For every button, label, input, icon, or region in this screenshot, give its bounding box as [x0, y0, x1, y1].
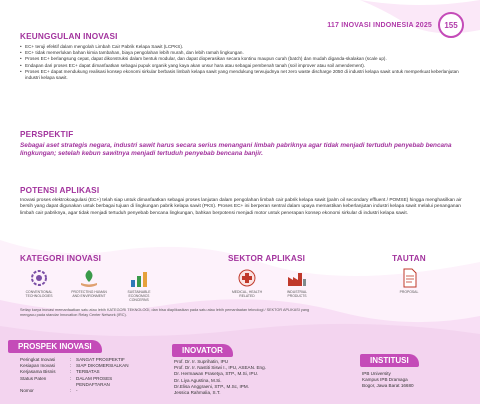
sektor-item	[278, 267, 316, 298]
sektor-title: SEKTOR APLIKASI	[228, 254, 306, 263]
category-note: Setiap karya inovasi memanfaatkan satu atau lebih KATEGORI TEKNOLOGI, dan bisa diaplikasikan pada satu atau lebih pemanfaatan teknologi / SEKTOR APLIKASI yang mengacu pada standar Innovation Relay Center Network (IRC).	[20, 308, 310, 317]
potensi-title: POTENSI APLIKASI	[20, 186, 100, 195]
sektor-label: MEDICAL, HEALTH RELATED	[231, 290, 263, 298]
institusi-line: Kampus IPB Dramaga	[362, 377, 408, 383]
prospek-table	[8, 357, 146, 394]
potensi-text: Inovasi proses elektrokoagulasi (EC+) telah siap untuk dimanfaatkan sebagai proses lanjutan dalam pengolahan limbah cair pabrik kelapa sawit (palm oil secondary effluent / POMSE) hingga menghasilkan air bersih yang dapat digunakan untuk berbagai tujuan di lingkungan pabrik kelapa sawit (PKS). Proses EC+ ini berperan sentral dalam upaya memastikan keberlanjutan industri kelapa sawit melalui penanganan limbah cair pabriknya, agar tidak menjadi tertuduh penyebab bencana lingkungan, bahkan berpotensi menjadi motor untuk penerapan konsep ekonomi sirkular di industri kelapa sawit.	[20, 198, 462, 216]
inovator-name: Prof. Dr. Ir. Suprihatin, IPU	[174, 359, 229, 364]
prospek-section	[8, 336, 146, 394]
kategori-label: SUSTAINABLE ECONOMICS CONCERNS	[127, 290, 151, 302]
proposal-link[interactable]	[390, 267, 428, 294]
tautan-title: TAUTAN	[392, 254, 426, 263]
sektor-label: INDUSTRIAL PRODUCTS	[286, 290, 308, 298]
institusi-address	[360, 371, 419, 390]
kategori-icons	[20, 267, 158, 302]
prospek-row: Status Paten : DALAM PROSES PENDAFTARAN	[20, 375, 113, 387]
keunggulan-section	[20, 32, 465, 81]
economy-growth-icon	[126, 267, 152, 289]
kategori-label: CONVENTIONAL TECHNOLOGIES	[25, 290, 53, 298]
keunggulan-item: • Proses EC+ dapat mendukung realisasi konsep ekonomi sirkular berbasis limbah kelapa sawit yang mendukung terwujudnya net zero waste discharge 2050 di industri kelapa sawit untuk memperkuat keberlanjutan industri kelapa sawit.	[20, 69, 465, 81]
keunggulan-list	[20, 44, 465, 81]
info-panel	[0, 336, 480, 404]
inovator-section	[172, 340, 266, 396]
kategori-item	[120, 267, 158, 302]
inovator-title: INOVATOR	[172, 344, 233, 357]
hands-leaf-icon	[76, 267, 102, 289]
book-title: 117 INOVASI INDONESIA 2025	[327, 21, 432, 29]
institusi-section	[360, 350, 419, 390]
inovator-name: Dr.Elisa Anggraeni, STP., M.Sc, IPM.	[174, 383, 249, 389]
page-number: 155	[438, 12, 464, 38]
keunggulan-item: • EC+ tidak memerlukan bahan kimia tambahan, biaya pengolahan lebih murah, dan lebih ramah lingkungan.	[20, 50, 465, 56]
proposal-label: PROPOSAL	[399, 290, 419, 294]
keunggulan-title: KEUNGGULAN INOVASI	[20, 32, 118, 41]
kategori-item	[70, 267, 108, 302]
prospek-row: Kerjasama Bisnis : TERBATAS	[20, 369, 100, 375]
document-icon	[396, 267, 422, 289]
sektor-section	[228, 254, 316, 298]
keunggulan-item: • Proses EC+ berlangsung cepat, dapat dikonstruksi dalam bentuk modular, dan dapat dioperasikan secara kontinu maupun curah (batch) dan mudah diganda-skalakan (scale up).	[20, 56, 465, 62]
prospek-row: Kesiapan Inovasi : SIAP DIKOMERSIALKAN	[20, 363, 129, 369]
inovator-name: Dr. Liya Agustina, M.Si.	[174, 377, 222, 383]
gear-technology-icon	[26, 267, 52, 289]
sektor-item	[228, 267, 266, 298]
perspektif-text: Sebagai aset strategis negara, industri sawit harus secara serius menangani limbah pabriknya agar tidak menjadi tertuduh penyebab bencana lingkungan; setelah kebun sawitnya menjadi tertuduh penyebab bencana banjir.	[20, 142, 452, 158]
prospek-title: PROSPEK INOVASI	[8, 340, 102, 353]
institusi-line: IPB University	[362, 371, 391, 376]
inovator-list	[172, 359, 266, 396]
potensi-section	[20, 186, 465, 217]
perspektif-title: PERSPEKTIF	[20, 130, 74, 139]
keunggulan-item: • EC+ teruji efektif dalam mengolah Limbah Cair Pabrik Kelapa Sawit (LCPKS).	[20, 44, 465, 50]
kategori-section	[20, 254, 158, 302]
institusi-title: INSTITUSI	[360, 354, 419, 367]
prospek-row: Nomor : -	[20, 388, 78, 394]
kategori-title: KATEGORI INOVASI	[20, 254, 102, 263]
inovator-name: Jessica Rahmalia, S.T.	[174, 390, 221, 396]
kategori-label: PROTECTING HUMAN AND ENVIRONMENT	[71, 290, 107, 298]
institusi-line: Bogor, Jawa Barat 16680	[362, 383, 414, 389]
factory-icon	[284, 267, 310, 289]
inovator-name: Prof. Dr. Ir. Nastiti Siswi I., IPU, ASEAN. Eng.	[174, 365, 266, 371]
medical-icon	[234, 267, 260, 289]
keunggulan-item: • Endapan dari proses EC+ dapat dimanfaatkan sebagai pupuk organik yang kaya akan unsur hara atau sebagai pembenah tanah (soil improver atau soil amendement).	[20, 63, 465, 69]
tautan-section	[384, 254, 434, 294]
prospek-row: Peringkat Inovasi : SANGAT PROSPEKTIF	[20, 357, 125, 362]
kategori-item	[20, 267, 58, 302]
sektor-icons	[228, 267, 316, 298]
perspektif-section	[20, 130, 465, 158]
inovator-name: Dr. Hermawan Prasetya, STP., M.Si, IPU.	[174, 371, 259, 377]
